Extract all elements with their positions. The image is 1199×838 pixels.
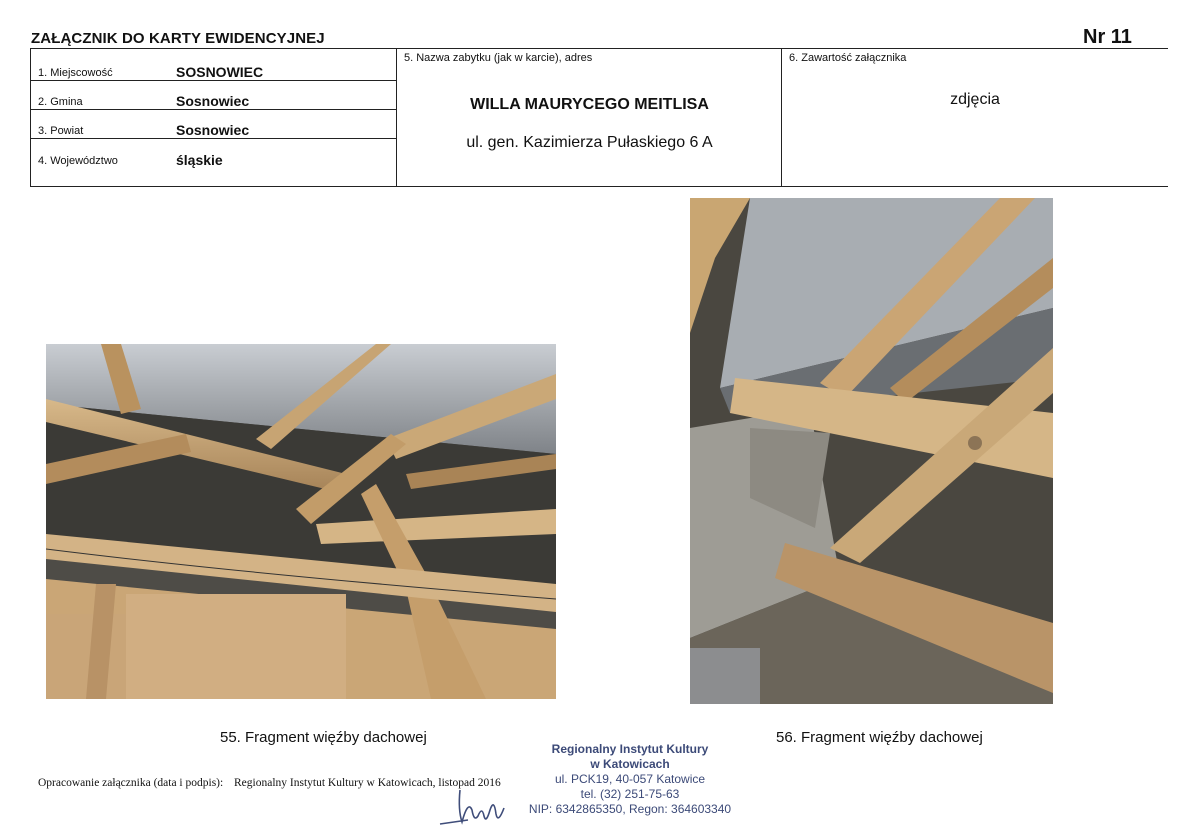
row-divider: [30, 138, 397, 139]
commune-value: Sosnowiec: [176, 93, 250, 109]
stamp-line-4: tel. (32) 251-75-63: [580, 787, 680, 801]
stamp-line-2: w Katowicach: [590, 757, 670, 771]
monument-address: ul. gen. Kazimierza Pułaskiego 6 A: [466, 134, 713, 151]
contents-value: zdjęcia: [950, 91, 1000, 108]
monument-name: WILLA MAURYCEGO MEITLISA: [470, 96, 709, 113]
table-divider-1: [396, 49, 397, 186]
stamp-line-5: NIP: 6342865350, Regon: 364603340: [528, 802, 732, 816]
locality-value: SOSNOWIEC: [176, 64, 264, 80]
prepared-by-value: Regionalny Instytut Kultury w Katowicach, listopad 2016: [234, 777, 501, 789]
stamp-line-3: ul. PCK19, 40-057 Katowice: [554, 772, 706, 786]
info-table: [30, 48, 1168, 187]
institution-stamp: [520, 742, 740, 817]
roof-truss-illustration: [46, 344, 556, 699]
voivodeship-label: 4. Województwo: [38, 155, 118, 167]
county-value: Sosnowiec: [176, 122, 250, 138]
commune-label: 2. Gmina: [38, 96, 83, 108]
roof-truss-photo-56: [690, 198, 1053, 704]
county-label: 3. Powiat: [38, 125, 84, 137]
photo-55-caption: 55. Fragment więźby dachowej: [220, 729, 427, 746]
voivodeship-value: śląskie: [176, 152, 223, 168]
roof-truss-illustration: [690, 198, 1053, 704]
row-divider: [30, 109, 397, 110]
sheet-number: Nr 11: [1083, 26, 1132, 48]
monument-label: 5. Nazwa zabytku (jak w karcie), adres: [404, 52, 593, 64]
photo-56-caption: 56. Fragment więźby dachowej: [776, 729, 983, 746]
handwritten-signature: [438, 780, 518, 830]
locality-label: 1. Miejscowość: [38, 67, 113, 79]
roof-truss-photo-55: [46, 344, 556, 699]
stamp-line-1: Regionalny Instytut Kultury: [551, 742, 709, 756]
table-border-left: [30, 49, 31, 186]
row-divider: [30, 80, 397, 81]
prepared-by-label: Opracowanie załącznika (data i podpis):: [38, 777, 224, 789]
attachment-title: ZAŁĄCZNIK DO KARTY EWIDENCYJNEJ: [31, 30, 325, 47]
table-divider-2: [781, 49, 782, 186]
contents-label: 6. Zawartość załącznika: [789, 52, 907, 64]
